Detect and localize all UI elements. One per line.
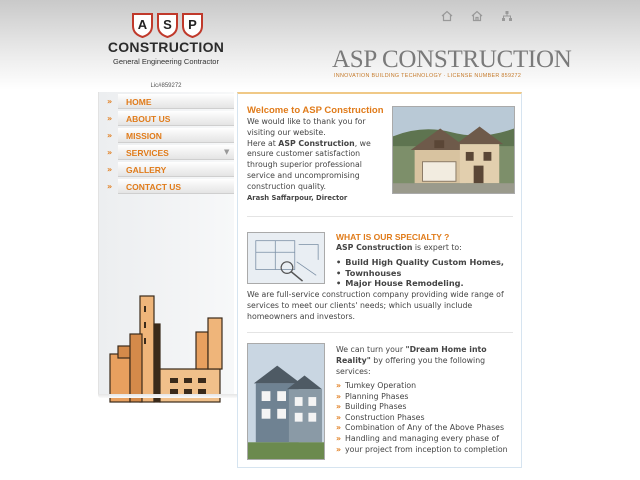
list-item: • Townhouses bbox=[336, 268, 504, 279]
specialty-intro: ASP Construction is expert to: bbox=[336, 243, 462, 252]
nav-item-label: SERVICES bbox=[126, 148, 169, 158]
nav-item-label: MISSION bbox=[126, 131, 162, 141]
specialty-list bbox=[336, 257, 504, 289]
services-intro: We can turn your "Dream Home into Reality" by offering you the following services: bbox=[336, 345, 487, 376]
double-arrow-icon: » bbox=[107, 148, 113, 157]
welcome-title: Welcome to ASP Construction bbox=[247, 105, 384, 116]
nav-item-label: HOME bbox=[126, 97, 152, 107]
nav-item-contact-us[interactable] bbox=[104, 178, 234, 195]
double-arrow-icon: » bbox=[107, 182, 113, 191]
welcome-text: We would like to thank you for visiting our website. Here at ASP Construction, we ensure customer satisfaction through superior professional service and uncompromising construction quality. bbox=[247, 117, 371, 191]
nav-item-mission[interactable] bbox=[104, 127, 234, 144]
list-item: » Building Phases bbox=[336, 402, 508, 413]
sitemap-icon[interactable] bbox=[500, 8, 514, 22]
logo-letter: S bbox=[163, 17, 172, 32]
services-list bbox=[336, 381, 508, 455]
nav-item-label: CONTACT US bbox=[126, 182, 182, 192]
main-content bbox=[237, 92, 522, 468]
list-item: » Tumkey Operation bbox=[336, 381, 508, 392]
list-item: » Handling and managing every phase of bbox=[336, 434, 508, 445]
chevron-down-icon: ▼ bbox=[224, 148, 230, 156]
double-arrow-icon: » bbox=[107, 97, 113, 106]
house-photo[interactable] bbox=[392, 106, 515, 194]
home-icon[interactable] bbox=[440, 8, 454, 22]
brand-tagline: INNOVATION BUILDING TECHNOLOGY · LICENSE NUMBER 859272 bbox=[334, 73, 522, 79]
logo-shields-icon bbox=[130, 12, 205, 38]
specialty-description: We are full-service construction company providing wide range of services to meet our clients' needs; which usually include homeowners and investors. bbox=[247, 290, 504, 321]
nav-item-label: ABOUT US bbox=[126, 114, 171, 124]
sidebar-bottom-edge bbox=[98, 394, 238, 398]
list-item: • Build High Quality Custom Homes, bbox=[336, 257, 504, 268]
double-arrow-icon: » bbox=[107, 114, 113, 123]
company-logo[interactable] bbox=[100, 12, 232, 89]
townhouse-photo[interactable] bbox=[247, 343, 325, 460]
double-arrow-icon: » bbox=[107, 165, 113, 174]
nav-item-services[interactable] bbox=[104, 144, 234, 161]
list-item: » Construction Phases bbox=[336, 413, 508, 424]
main-nav bbox=[104, 93, 234, 195]
brand-title: ASP CONSTRUCTION bbox=[332, 46, 572, 73]
section-divider bbox=[247, 332, 513, 333]
specialty-title: WHAT IS OUR SPECIALTY ? bbox=[336, 232, 450, 242]
blueprint-thumbnail[interactable] bbox=[247, 232, 325, 284]
house-icon[interactable] bbox=[470, 8, 484, 22]
section-divider bbox=[247, 216, 513, 217]
list-item: » Combination of Any of the Above Phases bbox=[336, 423, 508, 434]
nav-item-home[interactable] bbox=[104, 93, 234, 110]
logo-wordmark: CONSTRUCTION bbox=[107, 39, 225, 55]
list-item: » Planning Phases bbox=[336, 392, 508, 403]
logo-letter: A bbox=[137, 17, 148, 32]
buildings-illustration bbox=[104, 294, 232, 406]
logo-letter: P bbox=[188, 17, 197, 32]
nav-item-label: GALLERY bbox=[126, 165, 167, 175]
list-item: » your project from inception to completion bbox=[336, 445, 508, 456]
nav-item-gallery[interactable] bbox=[104, 161, 234, 178]
double-arrow-icon: » bbox=[107, 131, 113, 140]
top-icon-bar bbox=[440, 8, 520, 22]
nav-item-about-us[interactable] bbox=[104, 110, 234, 127]
logo-subtitle: General Engineering Contractor bbox=[113, 57, 219, 66]
logo-license: Lic#859272 bbox=[150, 83, 182, 89]
list-item: • Major House Remodeling. bbox=[336, 278, 504, 289]
welcome-signature: Arash Saffarpour, Director bbox=[247, 194, 348, 202]
